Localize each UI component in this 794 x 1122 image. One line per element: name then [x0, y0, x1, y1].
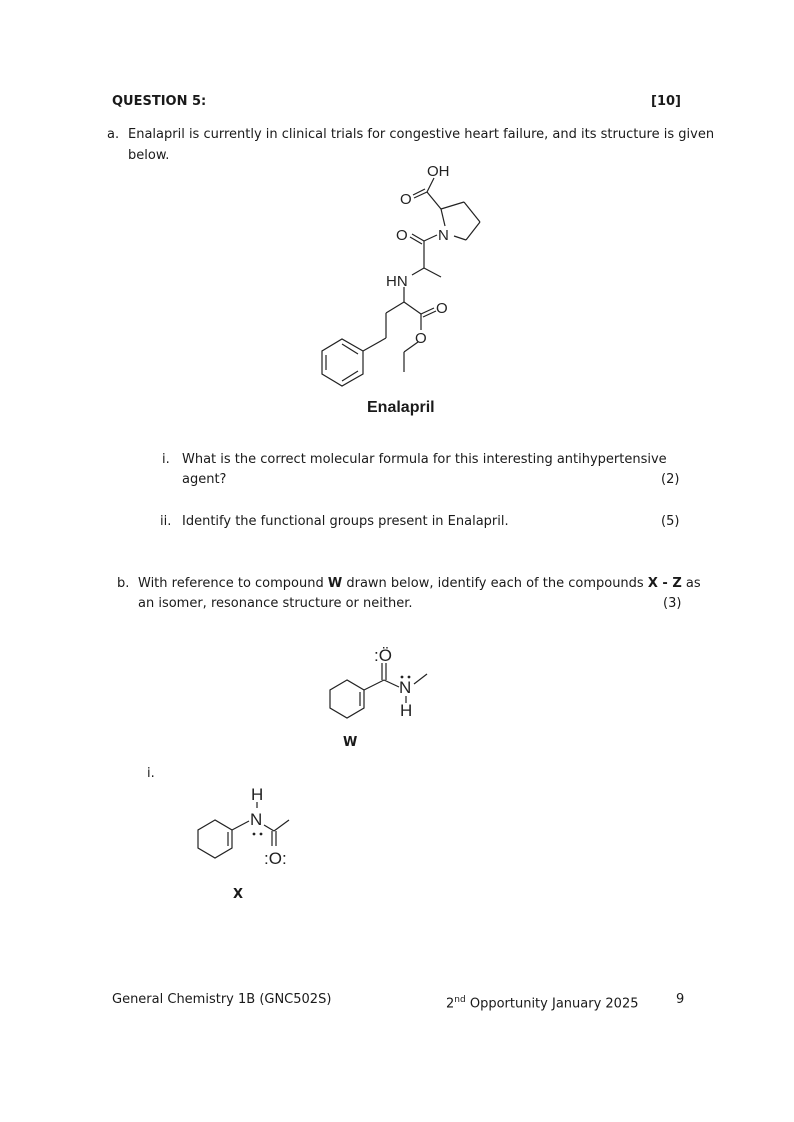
footer-opportunity — [446, 990, 638, 1014]
enalapril-structure — [300, 158, 500, 393]
footer-page-number: 9 — [676, 992, 685, 1007]
atom-label-o-amide: O — [396, 227, 408, 244]
part-b-marks: (3) — [663, 596, 682, 611]
footer-opportunity-sup: nd — [454, 995, 466, 1005]
compound-w-label: W — [343, 735, 358, 750]
part-b-text-line1 — [138, 574, 701, 594]
atom-label-o-acid: O — [400, 191, 412, 208]
x-atom-o: :O: — [264, 849, 287, 868]
compound-w-ref: W — [327, 576, 343, 591]
atom-label-hn: HN — [386, 273, 408, 290]
x-atom-h: H — [251, 785, 264, 804]
footer-course: General Chemistry 1B (GNC502S) — [112, 992, 332, 1007]
part-b-text-mid: drawn below, identify each of the compounds — [342, 576, 648, 591]
sub-i-marks: (2) — [661, 472, 680, 487]
w-atom-o: :Ö — [374, 646, 392, 665]
part-a-text-line1: Enalapril is currently in clinical trials for congestive heart failure, and its structure is given — [128, 127, 715, 142]
enalapril-caption: Enalapril — [367, 399, 435, 416]
atom-label-oh: OH — [427, 163, 450, 180]
atom-label-n-ring: N — [438, 227, 449, 244]
sub-i-text-line2: agent? — [182, 472, 227, 487]
part-b-text-pre: With reference to compound — [138, 576, 328, 591]
sub-ii-label: ii. — [160, 514, 172, 529]
part-b-sub-i-label: i. — [147, 766, 155, 781]
atom-label-o-ester-carbonyl: O — [436, 300, 448, 317]
question-title: QUESTION 5: — [112, 94, 207, 109]
part-b-text-line2: an isomer, resonance structure or neither. — [138, 596, 413, 611]
w-atom-h: H — [400, 701, 413, 720]
question-marks: [10] — [651, 94, 681, 109]
compound-x-label: X — [233, 887, 244, 902]
sub-ii-text: Identify the functional groups present in Enalapril. — [182, 514, 509, 529]
compound-xz-ref: X - Z — [647, 576, 682, 591]
compound-x-structure — [188, 784, 303, 879]
footer-opportunity-text: Opportunity January 2025 — [465, 996, 639, 1012]
w-atom-n: N — [399, 678, 412, 697]
compound-w-structure — [320, 635, 435, 725]
sub-i-text-line1: What is the correct molecular formula for this interesting antihypertensive — [182, 452, 667, 467]
part-a-label: a. — [107, 127, 120, 142]
part-b-label: b. — [117, 576, 130, 591]
sub-ii-marks: (5) — [661, 514, 680, 529]
part-b-text-post: as — [681, 576, 701, 591]
sub-i-label: i. — [162, 452, 170, 467]
atom-label-o-ester: O — [415, 330, 427, 347]
x-atom-n: N — [250, 810, 263, 829]
part-a-text-line2: below. — [128, 148, 170, 163]
footer-opportunity-num: 2 — [446, 996, 455, 1012]
